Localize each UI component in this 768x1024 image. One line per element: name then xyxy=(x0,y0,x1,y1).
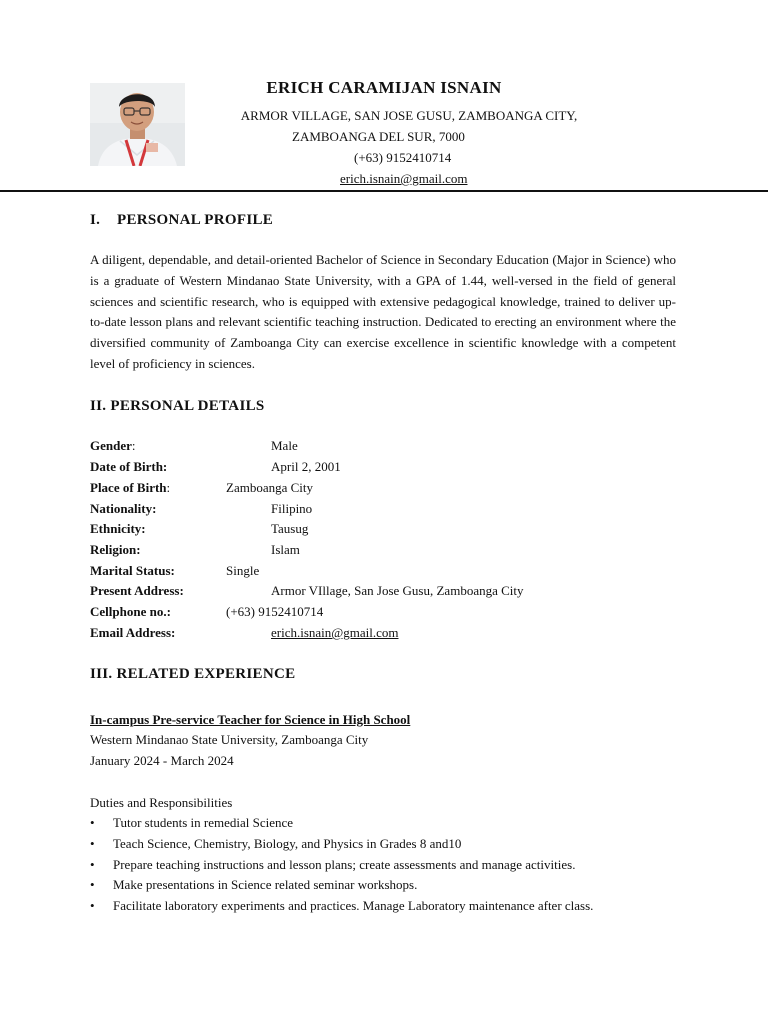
job-institution: Western Mindanao State University, Zamboanga City xyxy=(90,732,369,747)
section-title-text: PERSONAL PROFILE xyxy=(117,212,274,228)
section-personal-details-title: II. PERSONAL DETAILS xyxy=(90,398,265,414)
bullet-icon: • xyxy=(90,877,95,892)
nationality-value: Filipino xyxy=(271,501,313,516)
section-personal-profile-title xyxy=(90,212,273,229)
cellphone-value: (+63) 9152410714 xyxy=(226,604,324,619)
ethnicity-value: Tausug xyxy=(271,521,309,536)
pob-value: Zamboanga City xyxy=(226,480,314,495)
section-related-experience-title: III. RELATED EXPERIENCE xyxy=(90,666,296,682)
bullet-icon: • xyxy=(90,898,95,913)
marital-status-label: Marital Status: xyxy=(90,563,175,578)
bullet-icon: • xyxy=(90,815,95,830)
bullet-icon: • xyxy=(90,857,95,872)
list-item xyxy=(90,877,417,893)
email-link[interactable]: erich.isnain@gmail.com xyxy=(271,625,399,640)
list-item-text: Teach Science, Chemistry, Biology, and Physics in Grades 8 and10 xyxy=(113,836,462,851)
header-email-link[interactable]: erich.isnain@gmail.com xyxy=(340,171,468,186)
address-line-2: ZAMBOANGA DEL SUR, 7000 xyxy=(292,129,465,144)
applicant-name: ERICH CARAMIJAN ISNAIN xyxy=(266,78,502,97)
cellphone-label: Cellphone no.: xyxy=(90,604,171,619)
gender-value: Male xyxy=(271,438,298,453)
job-period: January 2024 - March 2024 xyxy=(90,753,234,768)
personal-profile-paragraph: A diligent, dependable, and detail-oriented Bachelor of Science in Secondary Education (Major in Science) who is a graduate of Western Mindanao State University, with a GPA of 1.44, well-versed in the field of general sciences and scientific research, who is equipped with extensive pedagogical knowledge, trained to deliver up-to-date lesson plans and relevant scientific teaching instruction. Dedicated to erecting an environment where the diversified community of Zamboanga City can exercise excellence in scientific knowledge with a competent level of proficiency in sciences. xyxy=(90,252,676,371)
dob-value: April 2, 2001 xyxy=(271,459,341,474)
list-item xyxy=(90,836,461,852)
list-item xyxy=(90,898,593,914)
ethnicity-label: Ethnicity: xyxy=(90,521,146,536)
nationality-label: Nationality: xyxy=(90,501,157,516)
religion-label: Religion: xyxy=(90,542,141,557)
job-title: In-campus Pre-service Teacher for Science in High School xyxy=(90,712,411,727)
list-item-text: Tutor students in remedial Science xyxy=(113,815,294,830)
dob-label: Date of Birth: xyxy=(90,459,168,474)
address-line-1: ARMOR VILLAGE, SAN JOSE GUSU, ZAMBOANGA CITY, xyxy=(240,108,578,123)
duties-heading: Duties and Responsibilities xyxy=(90,795,233,810)
gender-label: Gender: xyxy=(90,438,136,453)
present-address-value: Armor VIllage, San Jose Gusu, Zamboanga City xyxy=(271,583,524,598)
list-item-text: Facilitate laboratory experiments and practices. Manage Laboratory maintenance after class. xyxy=(113,898,594,913)
section-number: I. xyxy=(90,212,101,228)
present-address-label: Present Address: xyxy=(90,583,184,598)
list-item xyxy=(90,815,293,831)
list-item-text: Make presentations in Science related seminar workshops. xyxy=(113,877,418,892)
email-label: Email Address: xyxy=(90,625,176,640)
header-divider xyxy=(0,190,768,192)
list-item-text: Prepare teaching instructions and lesson plans; create assessments and manage activities. xyxy=(113,857,576,872)
bullet-icon: • xyxy=(90,836,95,851)
list-item xyxy=(90,857,575,873)
marital-status-value: Single xyxy=(226,563,260,578)
header-phone: (+63) 9152410714 xyxy=(354,150,452,165)
pob-label: Place of Birth: xyxy=(90,480,171,495)
religion-value: Islam xyxy=(271,542,300,557)
